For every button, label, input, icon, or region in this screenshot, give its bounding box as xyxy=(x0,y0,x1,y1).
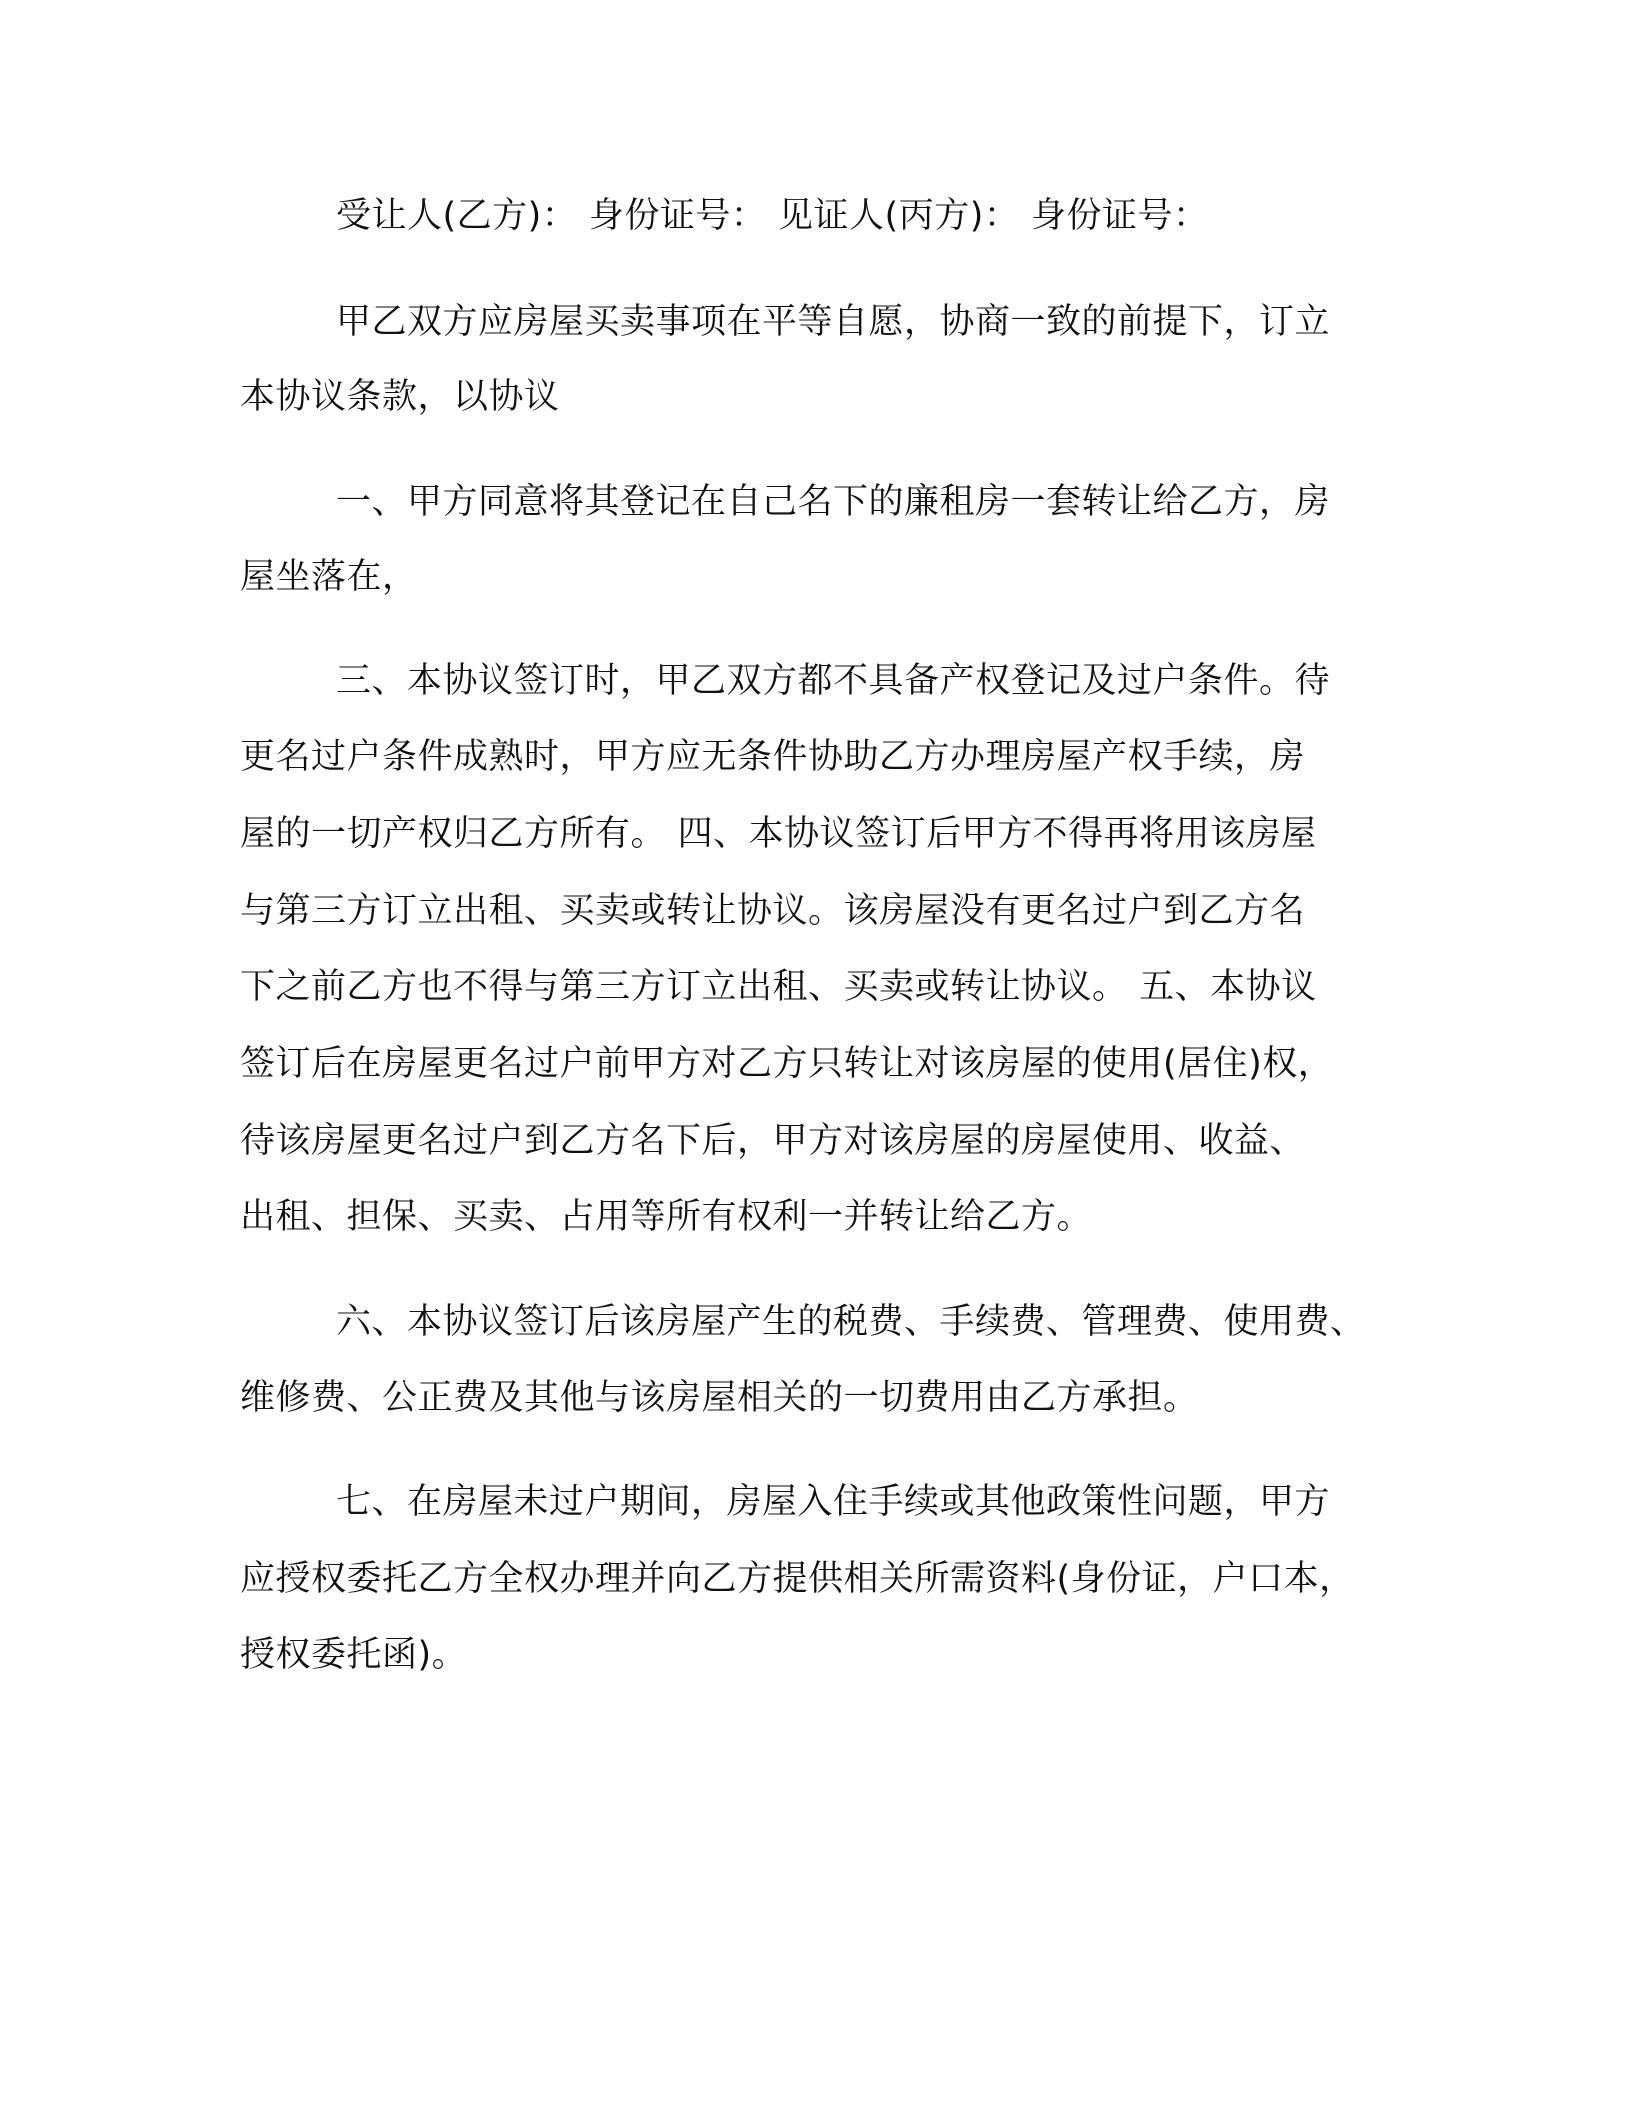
paragraph-4-line-6: 签订后在房屋更名过户前甲方对乙方只转让对该房屋的使用(居住)权， xyxy=(240,1044,1334,1084)
paragraph-4-line-7: 待该房屋更名过户到乙方名下后，甲方对该房屋的房屋使用、收益、 xyxy=(240,1121,1306,1161)
paragraph-4-line-5: 下之前乙方也不得与第三方订立出租、买卖或转让协议。 五、本协议 xyxy=(240,967,1317,1007)
paragraph-3-line-2: 屋坐落在， xyxy=(240,557,418,597)
paragraph-5-line-1: 六、本协议签订后该房屋产生的税费、手续费、管理费、使用费、 xyxy=(336,1302,1366,1342)
paragraph-4-line-1: 三、本协议签订时，甲乙双方都不具备产权登记及过户条件。待 xyxy=(336,661,1331,701)
paragraph-3-line-1: 一、甲方同意将其登记在自己名下的廉租房一套转让给乙方，房 xyxy=(336,482,1331,522)
paragraph-2-line-2: 本协议条款，以协议 xyxy=(240,377,560,417)
paragraph-2-line-1: 甲乙双方应房屋买卖事项在平等自愿，协商一致的前提下，订立 xyxy=(336,302,1331,342)
paragraph-1-line-1: 受让人(乙方)： 身份证号： 见证人(丙方)： 身份证号： xyxy=(336,196,1209,236)
paragraph-4-line-2: 更名过户条件成熟时，甲方应无条件协助乙方办理房屋产权手续，房 xyxy=(240,737,1306,777)
paragraph-4-line-8: 出租、担保、买卖、占用等所有权利一并转让给乙方。 xyxy=(240,1197,1093,1237)
paragraph-4-line-4: 与第三方订立出租、买卖或转让协议。该房屋没有更名过户到乙方名 xyxy=(240,891,1306,931)
paragraph-6-line-3: 授权委托函)。 xyxy=(240,1635,468,1675)
paragraph-6-line-1: 七、在房屋未过户期间，房屋入住手续或其他政策性问题，甲方 xyxy=(336,1482,1331,1522)
paragraph-6-line-2: 应授权委托乙方全权办理并向乙方提供相关所需资料(身份证，户口本， xyxy=(240,1559,1355,1599)
paragraph-5-line-2: 维修费、公正费及其他与该房屋相关的一切费用由乙方承担。 xyxy=(240,1378,1199,1418)
paragraph-4-line-3: 屋的一切产权归乙方所有。 四、本协议签订后甲方不得再将用该房屋 xyxy=(240,814,1317,854)
